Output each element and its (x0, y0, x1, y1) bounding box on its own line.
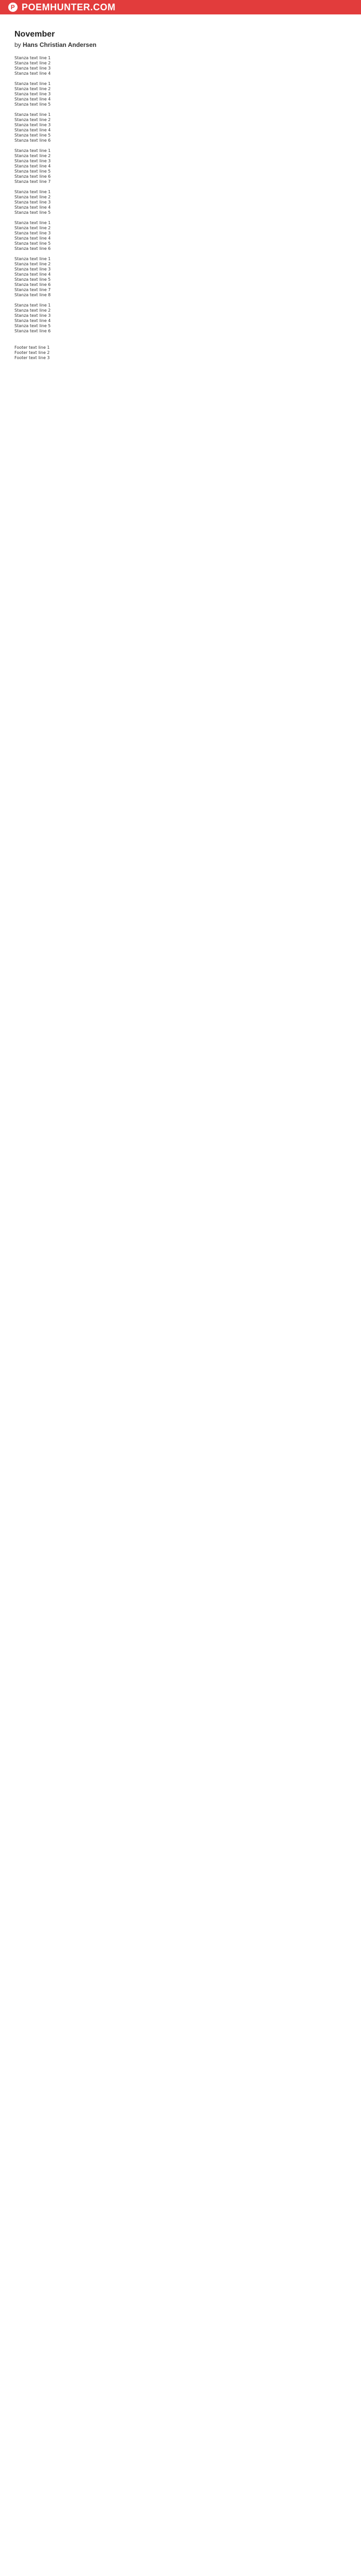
stanza (14, 81, 347, 107)
byline-prefix: by (14, 41, 21, 48)
poem-footer: Footer text line 1 Footer text line 2 Footer text line 3 (14, 345, 50, 360)
poem-stanzas (14, 56, 347, 334)
stanza-lines: Stanza text line 1 Stanza text line 2 Stanza text line 3 Stanza text line 4 Stanza text line 5 Stanza text line 6 Stanza text line 7 Stanza text line 8 (14, 257, 51, 297)
stanza-lines: Stanza text line 1 Stanza text line 2 Stanza text line 3 Stanza text line 4 Stanza text line 5 Stanza text line 6 (14, 221, 51, 251)
stanza-lines: Stanza text line 1 Stanza text line 2 Stanza text line 3 Stanza text line 4 Stanza text line 5 Stanza text line 6 (14, 303, 51, 333)
stanza (14, 148, 347, 184)
stanza (14, 56, 347, 76)
stanza-lines: Stanza text line 1 Stanza text line 2 Stanza text line 3 Stanza text line 4 Stanza text line 5 (14, 81, 51, 107)
stanza (14, 190, 347, 215)
stanza (14, 257, 347, 298)
poem-container (0, 14, 361, 373)
poem-author: Hans Christian Andersen (23, 41, 96, 48)
poem-title: November (14, 30, 55, 39)
stanza (14, 112, 347, 143)
site-header (0, 0, 361, 14)
stanza-lines: Stanza text line 1 Stanza text line 2 Stanza text line 3 Stanza text line 4 Stanza text line 5 (14, 190, 51, 215)
stanza-lines: Stanza text line 1 Stanza text line 2 Stanza text line 3 Stanza text line 4 Stanza text line 5 Stanza text line 6 (14, 112, 51, 143)
stanza (14, 303, 347, 334)
poemhunter-logo-icon: P (8, 3, 18, 12)
poem-byline (14, 41, 347, 48)
stanza (14, 221, 347, 251)
stanza-lines: Stanza text line 1 Stanza text line 2 Stanza text line 3 Stanza text line 4 (14, 56, 51, 76)
stanza-lines: Stanza text line 1 Stanza text line 2 Stanza text line 3 Stanza text line 4 Stanza text line 5 Stanza text line 6 Stanza text line 7 (14, 148, 51, 184)
site-name: POEMHUNTER.COM (22, 2, 116, 12)
